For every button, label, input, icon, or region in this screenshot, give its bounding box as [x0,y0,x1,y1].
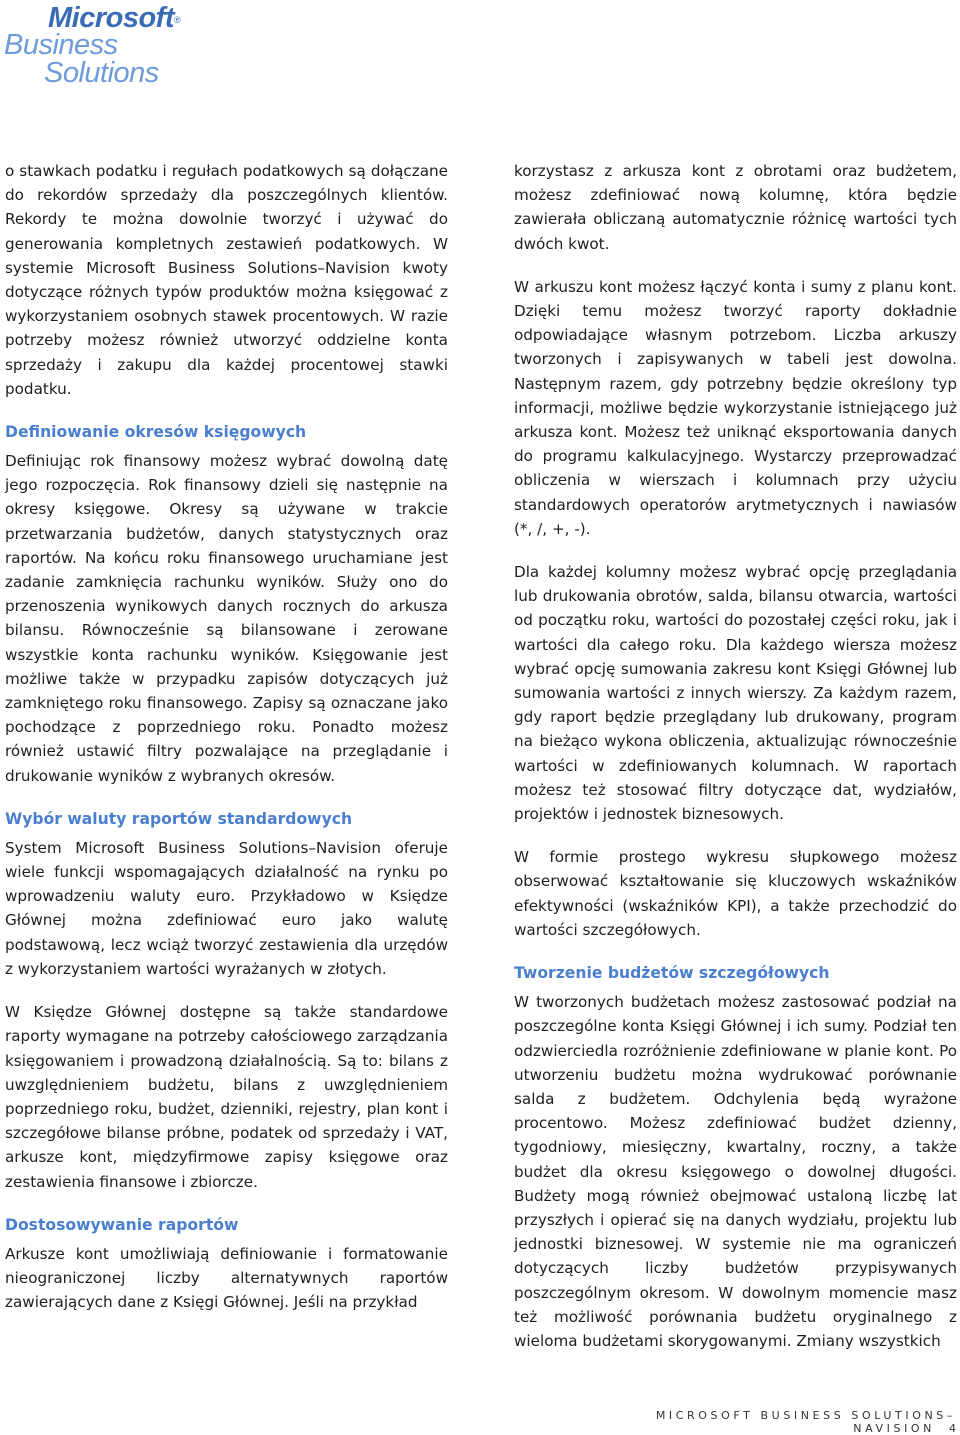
paragraph: Dla każdej kolumny możesz wybrać opcję przeglądania lub drukowania obrotów, salda, bilansu otwarcia, wartości od początku roku, wartości do pozostałej części roku, jak i wartości dla całego roku. Dla każdego wiersza możesz wybrać opcję sumowania zakresu kont Księgi Głównej lub sumowania wartości z innych wierszy. Za każdym razem, gdy raport będzie przeglądany lub drukowany, program na bieżąco wykona obliczenia, aktualizując równocześnie wartości w zdefiniowanych kolumnach. W raportach możesz też stosować filtry dotyczące dat, wydziałów, projektów i jednostek biznesowych. [514,563,957,824]
logo-business: Business [4,29,118,61]
paragraph: Definiując rok finansowy możesz wybrać dowolną datę jego rozpoczęcia. Rok finansowy dzieli się następnie na okresy księgowe. Okresy są używane w trakcie przetwarzania budżetów, danych statystycznych oraz raportów. Na końcu roku finansowego uruchamiane jest zadanie zamknięcia rachunku wyników. Służy ono do przenoszenia wynikowych danych rocznych do arkusza bilansu. Równocześnie są bilansowane i zerowane wszystkie konta rachunku wyników. Księgowanie jest możliwe także w przypadku zapisów dotyczących już zamkniętego roku finansowego. Zapisy są oznaczane jako pochodzące z poprzedniego roku. Ponadto możesz również ustawić filtry pozwalające na przeglądanie i drukowanie wyników z wybranych okresów. [5,452,448,785]
logo-solutions: Solutions [44,57,159,89]
paragraph: korzystasz z arkusza kont z obrotami oraz budżetem, możesz zdefiniować nową kolumnę, która będzie zawierała obliczaną automatycznie różnicę wartości tych dwóch kwot. [514,162,957,253]
paragraph: o stawkach podatku i regułach podatkowych są dołączane do rekordów sprzedaży dla poszczególnych klientów. Rekordy te można dowolnie tworzyć i używać do generowania kompletnych zestawień podatkowych. W systemie Microsoft Business Solutions–Navision kwoty dotyczące różnych typów produktów można księgować z wykorzystaniem osobnych stawek procentowych. W razie potrzeby możesz również utworzyć oddzielne konta sprzedaży i zakupu dla każdej procentowej stawki podatku. [5,162,448,398]
section-heading: Dostosowywanie raportów [5,1215,239,1234]
paragraph: W Księdze Głównej dostępne są także standardowe raporty wymagane na potrzeby całościowego zarządzania księgowaniem i prowadzoną działalnością. Są to: bilans z uwzględnieniem budżetu, bilans z uwzględnieniem poprzedniego roku, budżet, dzienniki, rejestry, plan kont i szczegółowe bilanse próbne, podatek od sprzedaży i VAT, arkusze kont, międzyfirmowe zapisy księgowe oraz zestawienia finansowe i zbiorcze. [5,1003,448,1191]
footer-label: MICROSOFT BUSINESS SOLUTIONS–NAVISION [655,1409,956,1435]
section-heading: Tworzenie budżetów szczegółowych [514,964,830,983]
left-column [5,159,448,1333]
paragraph: W formie prostego wykresu słupkowego możesz obserwować kształtowanie się kluczowych wskaźników efektywności (wskaźników KPI), a także przechodzić do wartości szczegółowych. [514,848,957,939]
page-number: 4 [949,1422,956,1435]
paragraph: W arkuszu kont możesz łączyć konta i sumy z planu kont. Dzięki temu możesz tworzyć raporty dokładnie odpowiadające własnym potrzebom. Liczba arkuszy tworzonych i zapisywanych w tabeli jest dowolna. Następnym razem, gdy potrzebny będzie określony typ informacji, możliwe będzie wykorzystanie istniejącego już arkusza kont. Możesz też uniknąć eksportowania danych do programu kalkulacyjnego. Wystarczy przeprowadzać obliczenia w wierszach i kolumnach przy użyciu standardowych operatorów arytmetycznych i nawiasów (*, /, +, -). [514,277,957,538]
paragraph: W tworzonych budżetach możesz zastosować podział na poszczególne konta Księgi Głównej i ich sumy. Podział ten odzwierciedla rozróżnienie zdefiniowane w planie kont. Po utworzeniu budżetu można wydrukować porównanie salda z budżetem. Odchylenia będą wyrażone procentowo. Możesz zdefiniować budżet dzienny, tygodniowy, miesięczny, kwartalny, roczny, a także budżet dla okresu księgowego o dowolnej długości. Budżety mogą również obejmować ustaloną liczbę lat przyszłych i opierać się na danych wydziału, projektu lub jednostki biznesowej. W systemie nie ma ograniczeń dotyczących liczby budżetów przypisywanych poszczególnym okresom. W dowolnym momencie masz też możliwość porównania budżetu oryginalnego z wieloma budżetami skorygowanymi. Zmiany wszystkich [514,993,957,1350]
section-heading: Definiowanie okresów księgowych [5,423,307,442]
microsoft-business-solutions-logo [4,2,229,92]
paragraph: Arkusze kont umożliwiają definiowanie i formatowanie nieograniczonej liczby alternatywnych raportów zawierających dane z Księgi Głównej. Jeśli na przykład [5,1244,448,1312]
right-column [514,159,957,1372]
section-heading: Wybór waluty raportów standardowych [5,809,353,828]
page-footer [560,1409,956,1435]
paragraph: System Microsoft Business Solutions–Navision oferuje wiele funkcji wspomagających działalność na rynku po wprowadzeniu waluty euro. Przykładowo w Księdze Głównej można zdefiniować euro jako walutę podstawową, lecz wciąż tworzyć zestawienia dla urzędów z wykorzystaniem wartości wyrażanych w złotych. [5,838,448,978]
logo-microsoft: Microsoft® [48,2,181,34]
